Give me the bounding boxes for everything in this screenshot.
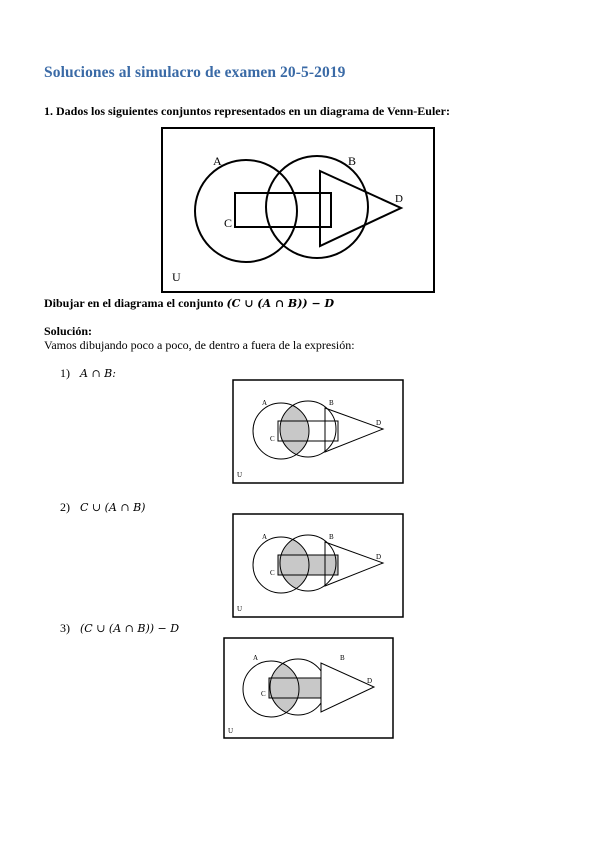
svg-text:U: U	[237, 605, 243, 613]
label-d: D	[395, 193, 403, 205]
svg-text:C: C	[261, 690, 266, 698]
svg-text:C: C	[270, 569, 275, 577]
svg-text:A: A	[262, 533, 268, 541]
solution-label: Solución:	[44, 324, 93, 338]
question-text: 1. Dados los siguientes conjuntos representados en un diagrama de Venn-Euler:	[44, 104, 450, 118]
svg-text:B: B	[329, 533, 334, 541]
solution-text: Vamos dibujando poco a poco, de dentro a fuera de la expresión:	[44, 338, 355, 352]
svg-text:C: C	[270, 435, 275, 443]
step-2-label: 2) C ∪ (A ∩ B)	[60, 500, 146, 514]
svg-text:U: U	[237, 471, 243, 479]
svg-text:B: B	[329, 399, 334, 407]
svg-text:D: D	[376, 553, 382, 561]
step-3-label: 3) (C ∪ (A ∩ B)) − D	[60, 621, 180, 635]
svg-text:A: A	[253, 654, 259, 662]
label-c: C	[224, 216, 233, 230]
label-u: U	[172, 270, 181, 284]
step-1-label: 1) A ∩ B:	[60, 366, 116, 380]
page-title: Soluciones al simulacro de examen 20-5-2019	[44, 64, 346, 81]
svg-text:U: U	[228, 727, 234, 735]
label-b: B	[348, 154, 357, 168]
svg-text:B: B	[340, 654, 345, 662]
label-a: A	[213, 154, 222, 168]
svg-text:D: D	[367, 677, 373, 685]
instruction-text: Dibujar en el diagrama el conjunto (C ∪ (A ∩ B)) − D	[44, 296, 335, 310]
svg-text:D: D	[376, 419, 382, 427]
svg-text:A: A	[262, 399, 268, 407]
